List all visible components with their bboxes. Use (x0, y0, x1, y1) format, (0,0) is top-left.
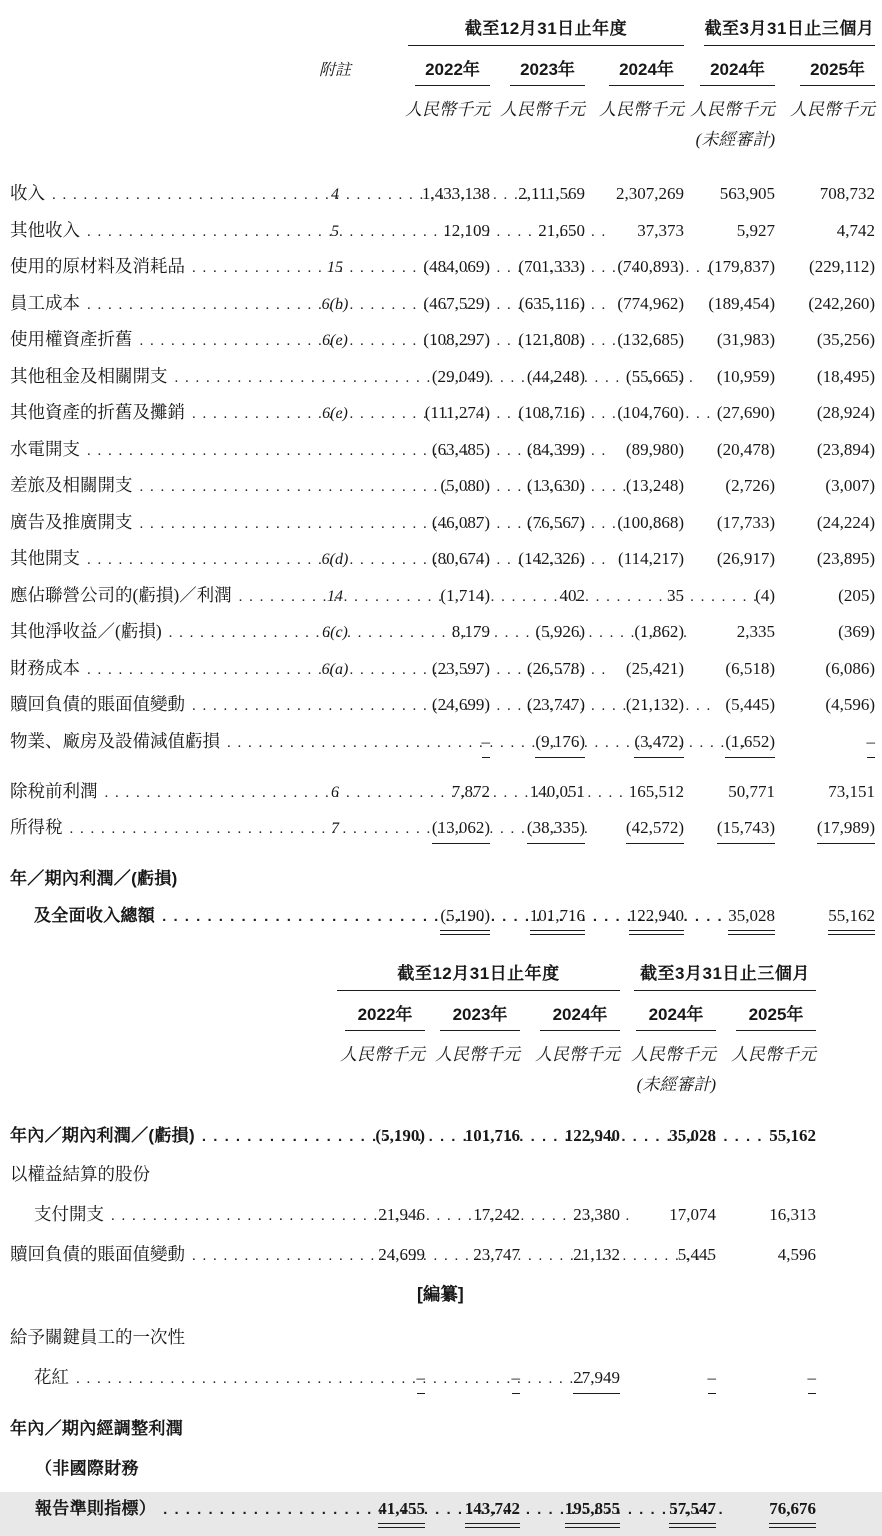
value-2023 (425, 1328, 520, 1348)
table-row (10, 217, 882, 254)
value-2025: – (716, 1368, 816, 1394)
income-statement-table (10, 12, 882, 941)
value-2022 (335, 1328, 425, 1348)
value-2023 (425, 1165, 520, 1185)
value-2024: (13,248) (625, 476, 684, 495)
table-row (10, 1161, 882, 1201)
table-row (10, 1494, 882, 1536)
row-label-text: 年／期內利潤／(虧損) (10, 869, 178, 888)
row-label-text: 其他開支 (10, 548, 80, 568)
table-row (10, 545, 882, 582)
value-2025: 16,313 (769, 1204, 816, 1224)
value-2025: 55,162 (775, 906, 875, 931)
income-statement-header (10, 12, 882, 150)
value-2025: 73,151 (828, 781, 875, 801)
value-2022: (5,190) (360, 906, 490, 931)
value-2023: 17,242 (473, 1204, 520, 1224)
row-label (10, 290, 310, 315)
row-label-text: 除稅前利潤 (10, 780, 98, 801)
value-2023: (108,716) (518, 403, 585, 422)
value-2023 (425, 1419, 520, 1439)
table-row (10, 1241, 882, 1281)
value-2023: 101,716 (490, 906, 585, 931)
table-row (10, 728, 882, 770)
value-2025 (716, 1419, 816, 1439)
value-2024-interim: (27,690) (716, 403, 775, 422)
unit-row (10, 1031, 882, 1065)
unit-label: 人民幣千元 (690, 100, 775, 119)
table-row (10, 655, 882, 692)
value-2022: 21,946 (378, 1204, 425, 1224)
row-label (10, 1414, 335, 1439)
unit-label: 人民幣千元 (500, 100, 585, 119)
value-2025: (229,112) (809, 257, 875, 276)
note-column-header: 附註 (318, 62, 351, 79)
row-label-text: （非國際財務 (35, 1458, 139, 1478)
note-ref: 15 (327, 259, 343, 276)
row-label-text: 其他收入 (10, 219, 80, 240)
value-2024 (520, 1459, 620, 1479)
value-2023: (5,926) (535, 622, 585, 641)
value-2024: (21,132) (625, 695, 684, 714)
adjusted-profit-table (10, 957, 882, 1536)
value-2024: (25,421) (625, 658, 684, 678)
table-row (10, 472, 882, 509)
row-label (10, 1121, 335, 1146)
row-label (10, 436, 310, 461)
value-2022 (335, 1459, 425, 1479)
row-label-text: 其他租金及相關開支 (10, 365, 168, 386)
value-2025: (369) (838, 622, 875, 641)
row-label-text: 支付開支 (34, 1203, 104, 1224)
value-2023: (9,176) (490, 732, 585, 758)
value-2024-interim: (26,917) (716, 549, 775, 568)
row-label-text: 贖回負債的賬面值變動 (10, 694, 185, 714)
row-label (10, 545, 310, 570)
row-label (10, 363, 310, 388)
unit-label: 人民幣千元 (435, 1044, 520, 1064)
value-2024-interim: (5,445) (725, 695, 775, 714)
note-ref: 5 (331, 222, 339, 240)
table-row (10, 399, 882, 436)
value-2024: (100,868) (617, 512, 684, 532)
row-label-text: 物業、廠房及設備減值虧損 (10, 730, 220, 751)
value-2025: 4,742 (836, 220, 875, 240)
row-label (10, 1454, 335, 1479)
value-2022: (13,062) (360, 818, 490, 844)
value-2024: (55,665) (625, 366, 684, 386)
row-label-text: 所得稅 (10, 817, 63, 837)
value-2022: – (335, 1368, 425, 1394)
value-2023: 21,650 (538, 220, 585, 240)
value-2024-interim (620, 1165, 716, 1185)
row-label-text: 財務成本 (10, 657, 80, 678)
value-2025: (242,260) (808, 293, 875, 313)
value-2022: 12,109 (443, 220, 490, 240)
adjusted-profit-body (10, 1121, 882, 1536)
value-2024-interim: (179,837) (708, 257, 775, 276)
row-label (10, 901, 310, 926)
value-2022: 41,455 (335, 1499, 425, 1524)
row-label (10, 326, 310, 351)
table-row (10, 618, 882, 655)
unaudited-label: (未經審計) (695, 130, 775, 149)
row-label-text: 及全面收入總額 (34, 905, 156, 925)
value-2024-interim: 17,074 (669, 1204, 716, 1224)
table-row (10, 363, 882, 400)
value-2022: (111,274) (424, 403, 490, 422)
value-2024: 27,949 (520, 1368, 620, 1394)
note-ref: 6(e) (322, 332, 348, 349)
row-label-text: 水電開支 (10, 438, 80, 459)
value-2024-interim: 50,771 (728, 781, 775, 801)
table-row (10, 1324, 882, 1364)
note-ref: 4 (331, 186, 339, 203)
row-label (10, 472, 310, 497)
row-label (10, 582, 310, 607)
row-label (10, 1241, 335, 1266)
table-row (10, 436, 882, 473)
unit-label: 人民幣千元 (405, 100, 490, 119)
value-2022: 8,179 (451, 622, 490, 641)
row-label (10, 728, 310, 753)
value-2023: (13,630) (526, 476, 585, 495)
value-2023: (84,399) (526, 439, 585, 459)
value-2022: (63,485) (431, 439, 490, 459)
row-label (10, 814, 310, 839)
value-2025 (775, 869, 875, 889)
row-label (10, 1494, 335, 1519)
row-label (10, 691, 310, 716)
row-label-text: 廣告及推廣開支 (10, 511, 133, 532)
year-header-2024: 2024年 (585, 55, 684, 86)
period-group-row (10, 957, 882, 991)
value-2024-interim: (6,518) (725, 658, 775, 678)
value-2024 (585, 869, 684, 889)
table-row (10, 253, 882, 290)
period-group-row (10, 12, 882, 46)
row-label (10, 864, 310, 889)
value-2024-interim (620, 1459, 716, 1479)
row-label (10, 778, 310, 803)
value-2024 (520, 1419, 620, 1439)
value-2024 (520, 1328, 620, 1348)
year-header-2022: 2022年 (360, 55, 490, 86)
value-2022: 7,872 (451, 781, 490, 801)
value-2025: (4,596) (825, 695, 875, 714)
value-2024: 122,940 (564, 1125, 620, 1145)
value-2024-interim: (1,652) (684, 732, 775, 758)
row-label-text: 應佔聯營公司的(虧損)／利潤 (10, 584, 232, 605)
row-label (10, 399, 310, 424)
value-2023: (701,333) (518, 257, 585, 276)
table-row (10, 1201, 882, 1241)
row-label-text: 員工成本 (10, 292, 80, 313)
table-row (10, 901, 882, 941)
value-2024: 21,132 (573, 1244, 620, 1264)
row-label (10, 217, 310, 242)
unit-label: 人民幣千元 (790, 100, 875, 119)
year-header-2025: 2025年 (775, 55, 875, 86)
value-2024-interim: 563,905 (719, 184, 775, 203)
value-2024-interim: 35,028 (684, 906, 775, 931)
value-2024-interim: (17,733) (716, 512, 775, 532)
value-2024-interim: (2,726) (725, 476, 775, 495)
value-2025: (23,895) (816, 549, 875, 568)
value-2024-interim (620, 1328, 716, 1348)
unit-row (10, 86, 882, 120)
value-2023: 402 (559, 585, 585, 605)
value-2022: (80,674) (431, 549, 490, 568)
row-label-text: 給予關鍵員工的一次性 (10, 1326, 185, 1347)
value-2022: (108,297) (423, 330, 490, 349)
value-2023 (425, 1459, 520, 1479)
value-2024-interim: 35,028 (669, 1125, 716, 1145)
note-ref: 6(c) (322, 624, 348, 641)
value-2023: (23,747) (526, 695, 585, 714)
value-2025: (6,086) (825, 658, 875, 678)
value-2024 (520, 1165, 620, 1185)
value-2024: (114,217) (618, 549, 684, 568)
note-ref: 7 (331, 820, 339, 837)
year-header-2023: 2023年 (490, 55, 585, 86)
table-row (10, 864, 882, 901)
row-label (10, 253, 310, 278)
year-header-2024-interim: 2024年 (620, 1000, 716, 1031)
value-2024-interim: (10,959) (716, 366, 775, 386)
value-2022: – (360, 732, 490, 758)
row-label (10, 509, 310, 534)
value-2024: 35 (667, 585, 684, 605)
row-label-text: 贖回負債的賬面值變動 (10, 1243, 185, 1264)
value-2025: (18,495) (816, 366, 875, 386)
year-header-2023: 2023年 (425, 1000, 520, 1031)
year-header-row (10, 991, 882, 1031)
value-2022 (335, 1165, 425, 1185)
unit-label: 人民幣千元 (631, 1044, 716, 1064)
value-2025: 4,596 (777, 1244, 816, 1264)
year-header-2025: 2025年 (716, 1000, 816, 1031)
value-2022: (5,190) (375, 1125, 425, 1145)
value-2025: – (775, 732, 875, 758)
adjusted-profit-header (10, 957, 882, 1095)
row-label-text: 報告準則指標） (35, 1498, 157, 1518)
unit-label: 人民幣千元 (535, 1044, 620, 1064)
value-2024: (104,760) (617, 403, 684, 422)
row-label-text: 使用權資產折舊 (10, 329, 133, 349)
value-2022: (24,699) (431, 695, 490, 714)
value-2024: (740,893) (617, 257, 684, 276)
value-2023: 140,051 (529, 781, 585, 801)
annual-period-group-header: 截至12月31日止年度 (337, 959, 620, 991)
unaudited-row (10, 1065, 882, 1095)
value-2022 (335, 1419, 425, 1439)
table-row (10, 509, 882, 546)
table-row (10, 691, 882, 728)
value-2023: 2,111,569 (518, 184, 585, 203)
row-label (10, 1364, 335, 1389)
value-2024-interim: (20,478) (716, 439, 775, 459)
value-2023: 23,747 (473, 1244, 520, 1264)
year-header-row (10, 46, 882, 86)
note-ref: 6(a) (321, 660, 349, 678)
unit-label: 人民幣千元 (340, 1044, 425, 1064)
value-2022: (467,529) (423, 293, 490, 313)
value-2024-interim: 57,547 (620, 1499, 716, 1524)
note-ref: 6(d) (321, 551, 349, 568)
value-2023: (38,335) (490, 818, 585, 844)
value-2022: (29,049) (431, 366, 490, 386)
value-2024-interim: 5,927 (736, 220, 775, 240)
row-label-text: 花紅 (34, 1366, 69, 1387)
row-label-text: 其他資產的折舊及攤銷 (10, 402, 185, 422)
table-row (10, 1121, 882, 1161)
value-2022 (360, 869, 490, 889)
value-2025: (23,894) (816, 439, 875, 459)
value-2025: (17,989) (775, 818, 875, 844)
value-2024: 165,512 (628, 781, 684, 801)
row-label-text: 其他淨收益／(虧損) (10, 621, 162, 641)
table-row (10, 180, 882, 217)
value-2024: 122,940 (585, 906, 684, 931)
value-2024: (774,962) (617, 293, 684, 313)
table-row (10, 582, 882, 619)
row-label-text: 以權益結算的股份 (10, 1163, 150, 1184)
year-header-2022: 2022年 (335, 1000, 425, 1031)
value-2024: 195,855 (520, 1499, 620, 1524)
value-2022: 24,699 (378, 1244, 425, 1264)
value-2022: (23,597) (431, 658, 490, 678)
year-header-2024-interim: 2024年 (684, 55, 775, 86)
value-2025 (716, 1459, 816, 1479)
value-2022: (5,080) (440, 476, 490, 495)
row-label (10, 1324, 335, 1349)
income-statement-body (10, 180, 882, 941)
row-label-text: 使用的原材料及消耗品 (10, 256, 185, 276)
value-2025: (35,256) (816, 330, 875, 349)
value-2024: 2,307,269 (616, 184, 684, 203)
value-2022: 1,433,138 (422, 184, 490, 203)
table-row (10, 290, 882, 327)
unaudited-row (10, 120, 882, 150)
unit-label: 人民幣千元 (731, 1044, 816, 1064)
value-2025 (716, 1165, 816, 1185)
value-2024: (132,685) (617, 330, 684, 349)
value-2022: (1,714) (440, 585, 490, 605)
value-2023: 101,716 (464, 1125, 520, 1145)
row-label (10, 180, 310, 205)
value-2024-interim: – (620, 1368, 716, 1394)
value-2023: (76,567) (526, 512, 585, 532)
interim-period-group-header: 截至3月31日止三個月 (704, 14, 875, 46)
value-2022: (484,069) (423, 257, 490, 276)
value-2024-interim: (15,743) (684, 818, 775, 844)
value-2024: 37,373 (637, 220, 684, 240)
value-2024: 23,380 (573, 1204, 620, 1224)
row-label-text: 年內／期內經調整利潤 (10, 1418, 183, 1438)
value-2025: 55,162 (769, 1125, 816, 1145)
row-label-text: 差旅及相關開支 (10, 475, 133, 495)
row-label (10, 1161, 335, 1186)
row-label-text: 收入 (10, 183, 45, 203)
value-2024: (1,862) (634, 622, 684, 641)
value-2024: (3,472) (585, 732, 684, 758)
row-label (10, 655, 310, 680)
value-2025: (28,924) (816, 403, 875, 422)
value-2024-interim: (189,454) (708, 293, 775, 313)
value-2023: (635,116) (519, 293, 585, 313)
value-2025: (3,007) (825, 476, 875, 495)
value-2024-interim: 2,335 (736, 622, 775, 641)
value-2022: (46,087) (431, 512, 490, 532)
row-label (10, 1201, 335, 1226)
note-ref: 6(b) (321, 295, 349, 313)
value-2025 (716, 1328, 816, 1348)
value-2024-interim: (4) (755, 585, 775, 605)
table-row (10, 814, 882, 856)
value-2023 (490, 869, 585, 889)
value-2025: (24,224) (816, 512, 875, 532)
table-row (10, 778, 882, 815)
unit-label: 人民幣千元 (599, 100, 684, 119)
value-2025: (205) (838, 585, 875, 605)
year-header-2024: 2024年 (520, 1000, 620, 1031)
value-2025: 708,732 (819, 184, 875, 203)
value-2024-interim (620, 1419, 716, 1439)
value-2023: (26,578) (526, 658, 585, 678)
value-2023: – (425, 1368, 520, 1394)
value-2024: (42,572) (585, 818, 684, 844)
row-label (10, 618, 310, 643)
value-2024-interim: (31,983) (716, 330, 775, 349)
value-2024: (89,980) (625, 439, 684, 459)
value-2023: (121,808) (518, 330, 585, 349)
value-2023: (44,248) (526, 366, 585, 386)
annual-period-group-header: 截至12月31日止年度 (408, 14, 684, 46)
table-row (10, 326, 882, 363)
value-2023: 143,742 (425, 1499, 520, 1524)
note-ref: 6(e) (322, 405, 348, 422)
table-row (10, 1454, 882, 1494)
value-2023: (142,326) (518, 549, 585, 568)
note-ref: 14 (327, 587, 343, 605)
table-row (10, 1364, 882, 1410)
value-2024-interim (684, 869, 775, 889)
value-2025: 76,676 (716, 1499, 816, 1524)
unaudited-label: (未經審計) (636, 1074, 716, 1094)
note-ref: 6 (331, 783, 339, 801)
value-2024-interim: 5,445 (677, 1244, 716, 1264)
row-label-text: 年內／期內利潤／(虧損) (10, 1125, 195, 1145)
interim-period-group-header: 截至3月31日止三個月 (634, 959, 816, 991)
table-row (10, 1414, 882, 1454)
redaction-marker: [編纂] (417, 1283, 464, 1304)
